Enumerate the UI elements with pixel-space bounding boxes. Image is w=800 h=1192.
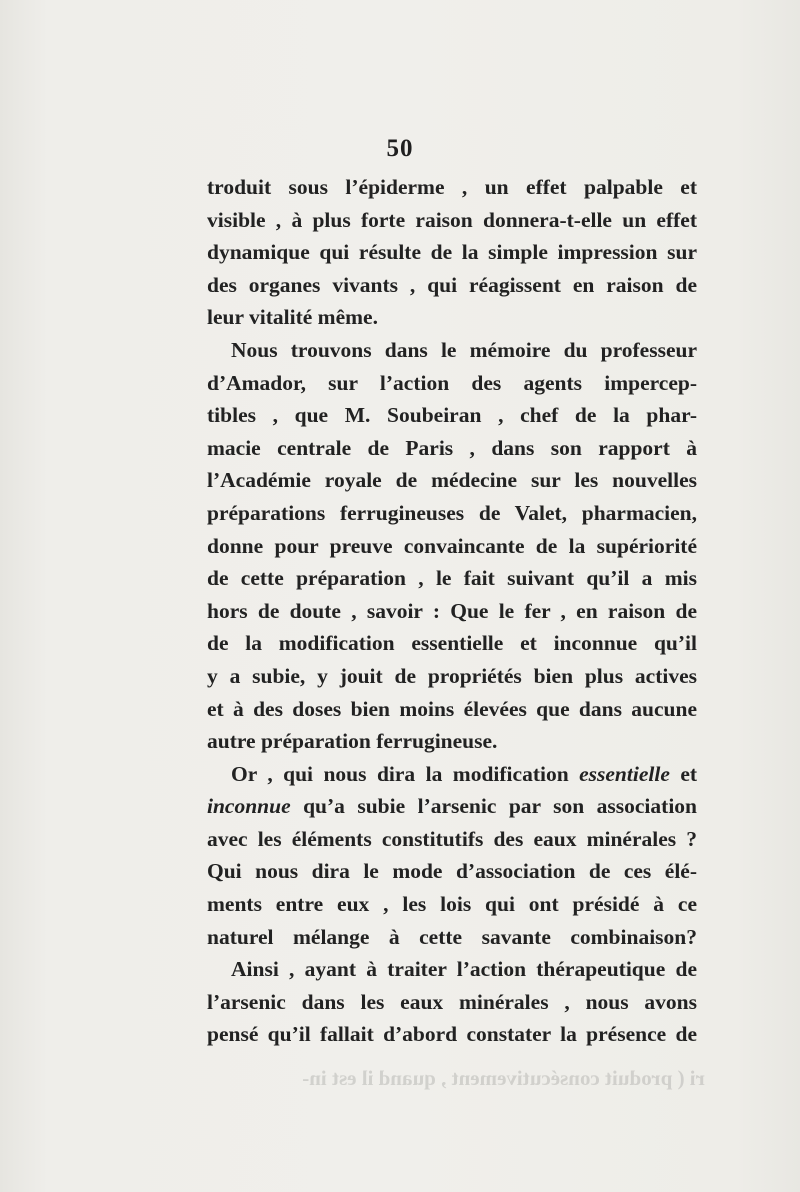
text-line: ments entre eux , les lois qui ont présidé à ce xyxy=(207,892,697,917)
paragraph-start-line: Nous trouvons dans le mémoire du professeur xyxy=(231,337,697,362)
text-line: l’Académie royale de médecine sur les nouvelles xyxy=(207,468,697,493)
paragraph-start-line: Ainsi , ayant à traiter l’action thérapeutique de xyxy=(231,957,697,982)
text-segment: modification xyxy=(452,761,569,786)
text-line: des organes vivants , qui réagissent en raison de xyxy=(207,272,697,297)
text-line: hors de doute , savoir : Que le fer , en raison de xyxy=(207,598,697,623)
text-segment: et xyxy=(680,761,698,786)
paragraph-start-line xyxy=(207,758,697,791)
text-line: autre préparation ferrugineuse. xyxy=(207,729,498,754)
italic-word: inconnue xyxy=(207,794,291,819)
text-line: troduit sous l’épiderme , un effet palpable et xyxy=(207,175,697,199)
text-line: macie centrale de Paris , dans son rapport à xyxy=(207,435,697,460)
text-line: de la modification essentielle et inconnue qu’il xyxy=(207,631,697,656)
text-line: naturel mélange à cette savante combinaison? xyxy=(207,924,697,949)
italic-word: essentielle xyxy=(579,761,670,786)
bleed-through-text: ri ( produit consécutivement , quand il est in- xyxy=(302,1066,705,1090)
text-line: dynamique qui résulte de la simple impression sur xyxy=(207,240,697,265)
text-line: y a subie, y jouit de propriétés bien plus actives xyxy=(207,663,697,688)
page-number: 50 xyxy=(386,135,414,162)
text-line: leur vitalité même. xyxy=(207,305,378,330)
text-segment: Or , qui nous dira la xyxy=(231,761,443,786)
text-segment: qu’a subie l’arsenic par son association xyxy=(303,794,698,819)
text-line: visible , à plus forte raison donnera-t-elle un effet xyxy=(207,207,697,232)
text-line: Qui nous dira le mode d’association de ces élé- xyxy=(207,859,697,884)
text-line: avec les éléments constitutifs des eaux minérales ? xyxy=(207,826,697,851)
body-text xyxy=(207,171,697,1051)
text-line: tibles , que M. Soubeiran , chef de la phar- xyxy=(207,403,697,428)
text-line: d’Amador, sur l’action des agents impercep- xyxy=(207,370,697,395)
text-line: pensé qu’il fallait d’abord constater la présence de xyxy=(207,1022,697,1047)
text-line: et à des doses bien moins élevées que dans aucune xyxy=(207,696,697,721)
text-line: donne pour preuve convaincante de la supériorité xyxy=(207,533,697,558)
text-line: de cette préparation , le fait suivant qu’il a mis xyxy=(207,566,697,591)
text-line: préparations ferrugineuses de Valet, pharmacien, xyxy=(207,500,697,525)
text-line xyxy=(207,790,697,823)
text-line: l’arsenic dans les eaux minérales , nous avons xyxy=(207,989,697,1014)
